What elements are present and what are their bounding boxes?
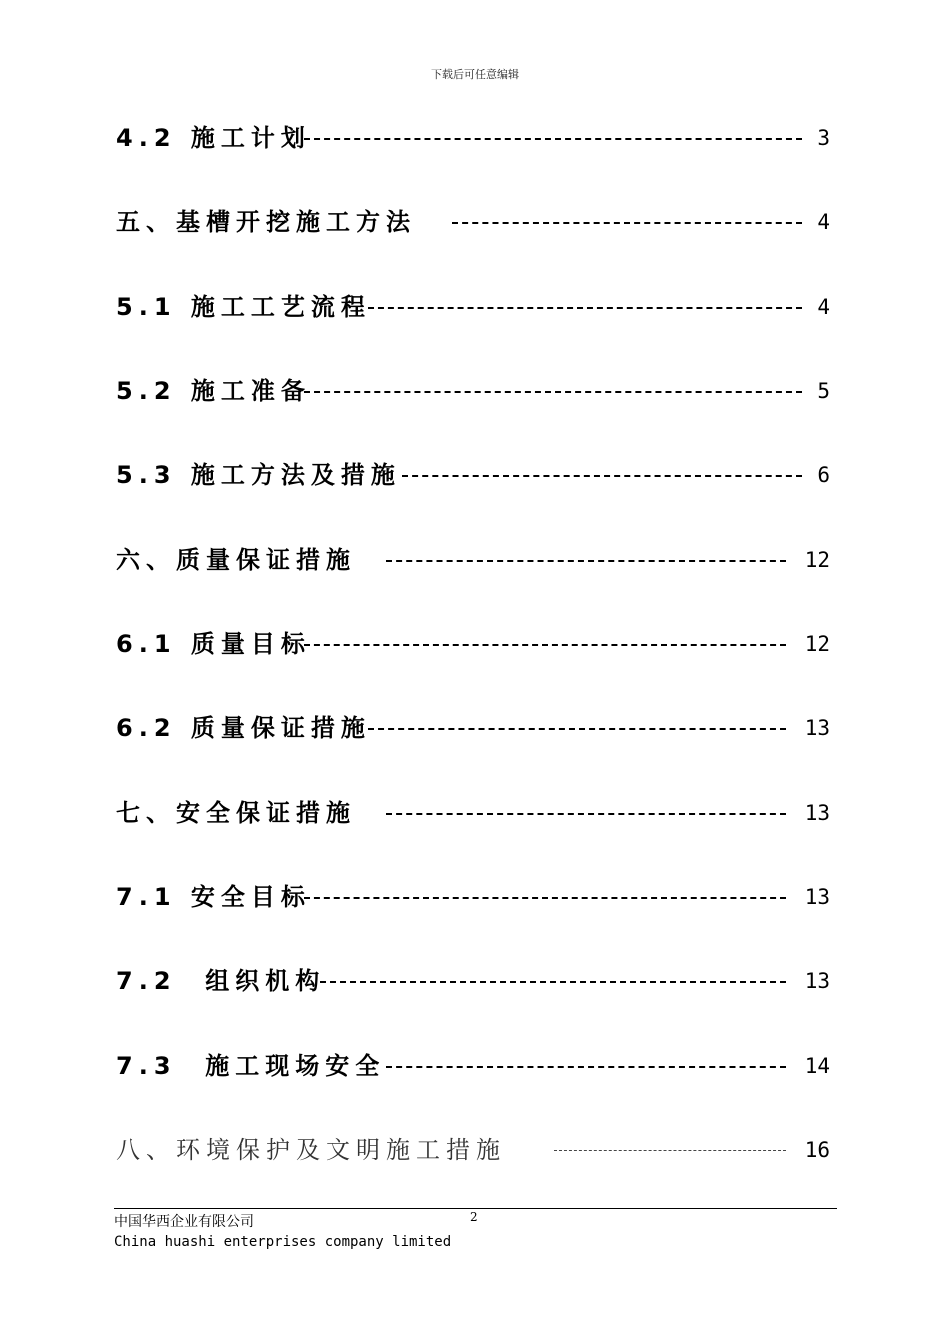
toc-entry[interactable]	[116, 1050, 830, 1082]
toc-leader	[452, 222, 802, 224]
toc-leader	[554, 1150, 786, 1151]
toc-entry[interactable]	[116, 881, 830, 913]
toc-entry-page: 16	[804, 1138, 830, 1162]
toc-leader	[304, 897, 786, 899]
toc-leader	[304, 644, 786, 646]
toc-entry[interactable]	[116, 712, 830, 744]
toc-entry-label: 五、基槽开挖施工方法	[116, 208, 416, 236]
toc-entry[interactable]	[116, 375, 830, 407]
toc-leader	[368, 728, 786, 730]
toc-leader	[386, 560, 786, 562]
page-header: 下载后可任意编辑	[431, 68, 519, 81]
toc-entry[interactable]	[116, 459, 830, 491]
toc-entry-page: 13	[804, 885, 830, 909]
toc-entry-page: 12	[804, 548, 830, 572]
toc-entry-page: 13	[804, 716, 830, 740]
toc-entry-label: 七、安全保证措施	[116, 799, 356, 827]
toc-entry-label: 6.1 质量目标	[116, 630, 311, 658]
toc-leader	[304, 138, 802, 140]
footer-company-name-cn: 中国华西企业有限公司	[114, 1214, 254, 1230]
toc-entry-page: 6	[817, 463, 830, 487]
toc-entry[interactable]	[116, 1134, 830, 1166]
toc-entry[interactable]	[116, 122, 830, 154]
page-number: 2	[470, 1210, 478, 1224]
toc-entry[interactable]	[116, 291, 830, 323]
toc-entry-page: 14	[804, 1054, 830, 1078]
toc-leader	[304, 391, 802, 393]
toc-entry-label: 6.2 质量保证措施	[116, 714, 371, 742]
toc-leader	[386, 1066, 786, 1068]
toc-entry-page: 13	[804, 801, 830, 825]
toc-entry-page: 4	[817, 295, 830, 319]
toc-entry-page: 4	[817, 210, 830, 234]
toc-leader	[368, 307, 802, 309]
toc-entry-page: 3	[817, 126, 830, 150]
toc-leader	[402, 475, 802, 477]
toc-entry[interactable]	[116, 628, 830, 660]
toc-leader	[386, 813, 786, 815]
toc-entry[interactable]	[116, 965, 830, 997]
toc-entry-label: 7.1 安全目标	[116, 883, 311, 911]
footer-company-name-en: China huashi enterprises company limited	[114, 1234, 452, 1250]
toc-entry-page: 13	[804, 969, 830, 993]
toc-entry-label: 4.2 施工计划	[116, 124, 311, 152]
toc-entry[interactable]	[116, 544, 830, 576]
toc-entry-label: 5.1 施工工艺流程	[116, 293, 371, 321]
toc-leader	[320, 981, 786, 983]
toc-entry-label: 7.2 组织机构	[116, 967, 326, 995]
toc-entry-label: 八、环境保护及文明施工措施	[116, 1136, 506, 1164]
toc-entry-label: 5.2 施工准备	[116, 377, 311, 405]
toc-entry-page: 5	[817, 379, 830, 403]
toc-entry-label: 六、质量保证措施	[116, 546, 356, 574]
toc-entry-label: 7.3 施工现场安全	[116, 1052, 386, 1080]
toc-entry[interactable]	[116, 206, 830, 238]
toc-entry-page: 12	[804, 632, 830, 656]
toc-entry-label: 5.3 施工方法及措施	[116, 461, 401, 489]
toc-entry[interactable]	[116, 797, 830, 829]
